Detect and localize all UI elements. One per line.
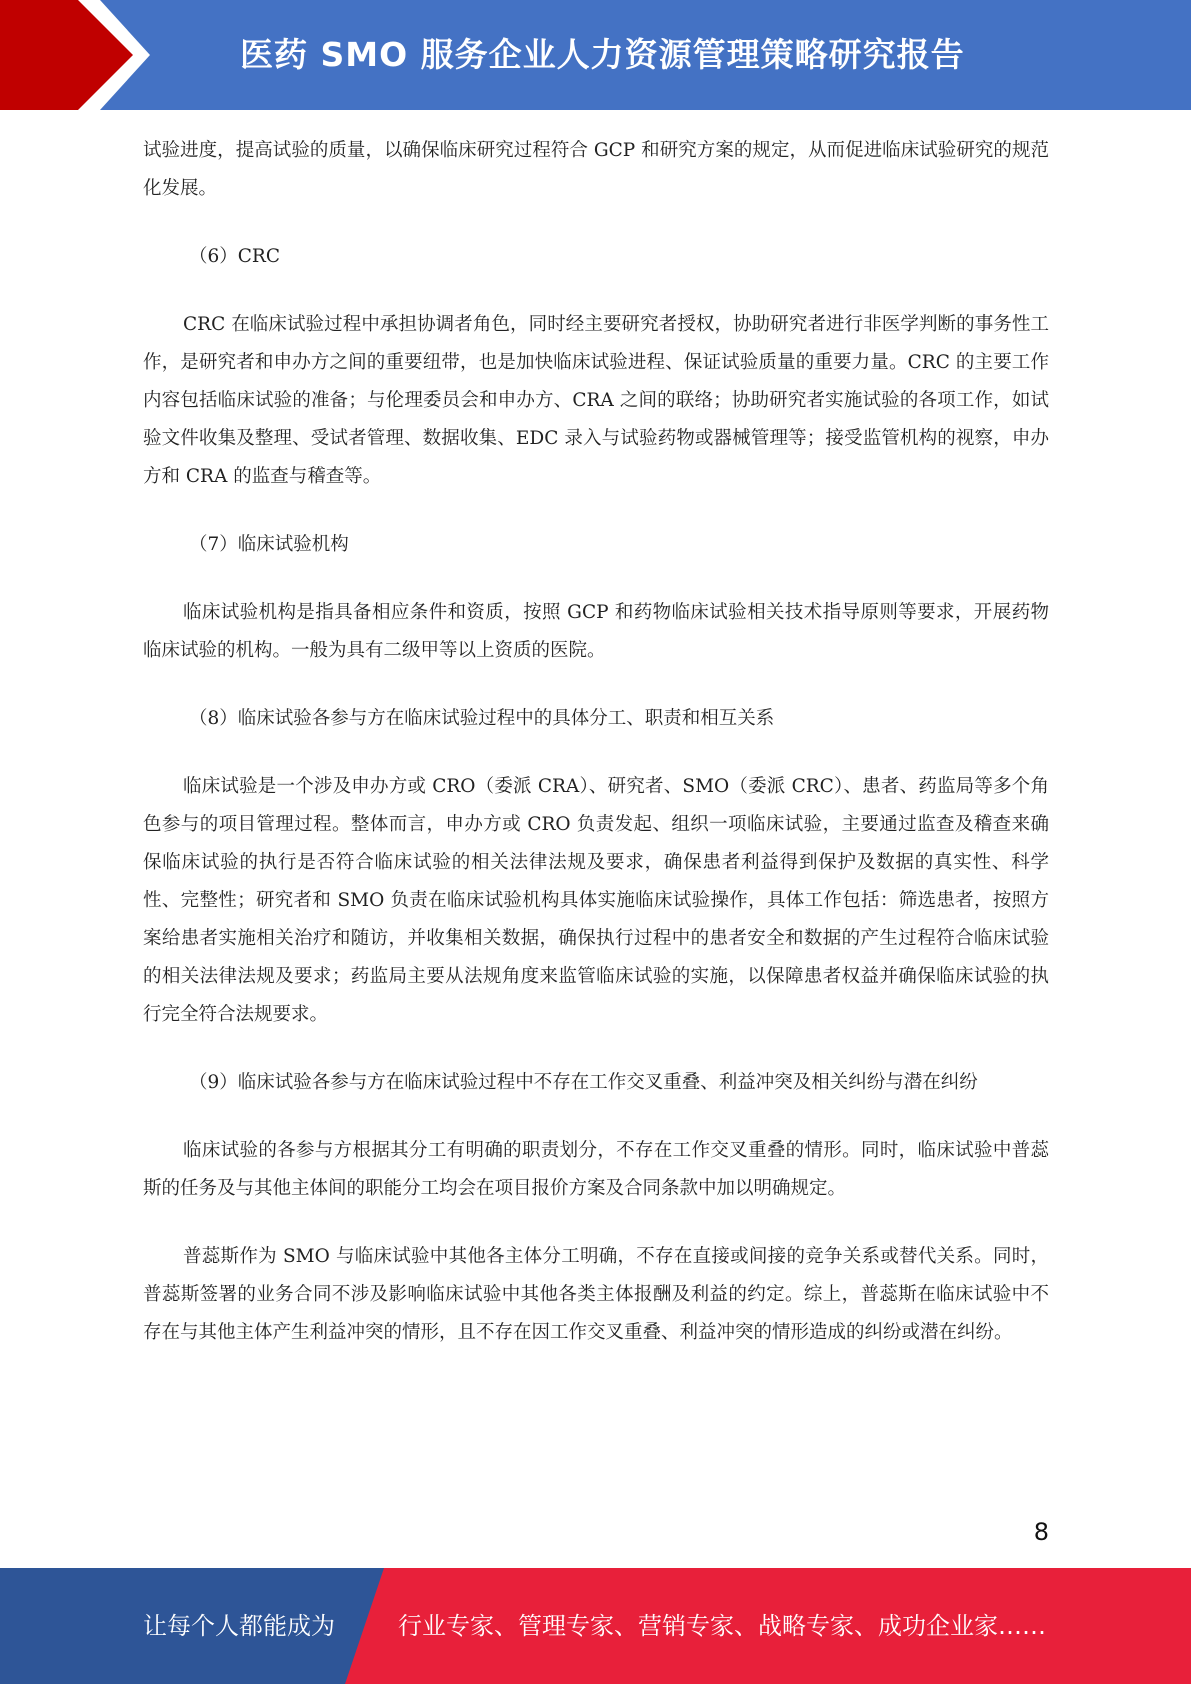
paragraph-duties-division: 临床试验的各参与方根据其分工有明确的职责划分，不存在工作交叉重叠的情形。同时，临床试验中普蕊斯的任务及与其他主体间的职能分工均会在项目报价方案及合同条款中加以明确规定。 (143, 1140, 1049, 1199)
section-heading-7: （7）临床试验机构 (189, 534, 349, 555)
section-heading-8: （8）临床试验各参与方在临床试验过程中的具体分工、职责和相互关系 (189, 708, 775, 729)
page-header (0, 0, 1191, 110)
paragraph-clinical-institution: 临床试验机构是指具备相应条件和资质，按照 GCP 和药物临床试验相关技术指导原则等要求，开展药物临床试验的机构。一般为具有二级甲等以上资质的医院。 (143, 602, 1049, 661)
paragraph-no-conflict: 普蕊斯作为 SMO 与临床试验中其他各主体分工明确，不存在直接或间接的竞争关系或替代关系。同时，普蕊斯签署的业务合同不涉及影响临床试验中其他各类主体报酬及利益的约定。综上，普蕊斯在临床试验中不存在与其他主体产生利益冲突的情形，且不存在因工作交叉重叠、利益冲突的情形造成的纠纷或潜在纠纷。 (143, 1246, 1049, 1343)
footer-slogan-right: 行业专家、管理专家、营销专家、战略专家、成功企业家…… (398, 1612, 1046, 1640)
paragraph-roles-relations: 临床试验是一个涉及申办方或 CRO（委派 CRA）、研究者、SMO（委派 CRC）、患者、药监局等多个角色参与的项目管理过程。整体而言，申办方或 CRO 负责发起、组织一项临床试验，主要通过监查及稽查来确保临床试验的执行是否符合临床试验的相关法律法规及要求，确保患者利益得到保护及数据的真实性、科学性、完整性；研究者和 SMO 负责在临床试验机构具体实施临床试验操作，具体工作包括：筛选患者，按照方案给患者实施相关治疗和随访，并收集相关数据，确保执行过程中的患者安全和数据的产生过程符合临床试验的相关法律法规及要求；药监局主要从法规角度来监管临床试验的实施，以保障患者权益并确保临床试验的执行完全符合法规要求。 (143, 776, 1049, 1025)
document-body (143, 132, 1049, 1382)
footer-slogan-left: 让每个人都能成为 (143, 1612, 335, 1640)
paragraph-crc: CRC 在临床试验过程中承担协调者角色，同时经主要研究者授权，协助研究者进行非医学判断的事务性工作，是研究者和申办方之间的重要纽带，也是加快临床试验进程、保证试验质量的重要力量。CRC 的主要工作内容包括临床试验的准备；与伦理委员会和申办方、CRA 之间的联络；协助研究者实施试验的各项工作，如试验文件收集及整理、受试者管理、数据收集、EDC 录入与试验药物或器械管理等；接受监管机构的视察，申办方和 CRA 的监查与稽查等。 (143, 314, 1049, 487)
section-heading-6: （6）CRC (189, 246, 281, 267)
paragraph-continued: 试验进度，提高试验的质量，以确保临床研究过程符合 GCP 和研究方案的规定，从而促进临床试验研究的规范化发展。 (143, 140, 1049, 199)
report-title: 医药 SMO 服务企业人力资源管理策略研究报告 (240, 35, 965, 74)
page-footer (0, 1568, 1191, 1684)
section-heading-9: （9）临床试验各参与方在临床试验过程中不存在工作交叉重叠、利益冲突及相关纠纷与潜在纠纷 (189, 1072, 978, 1093)
page-number: 8 (1033, 1518, 1049, 1546)
